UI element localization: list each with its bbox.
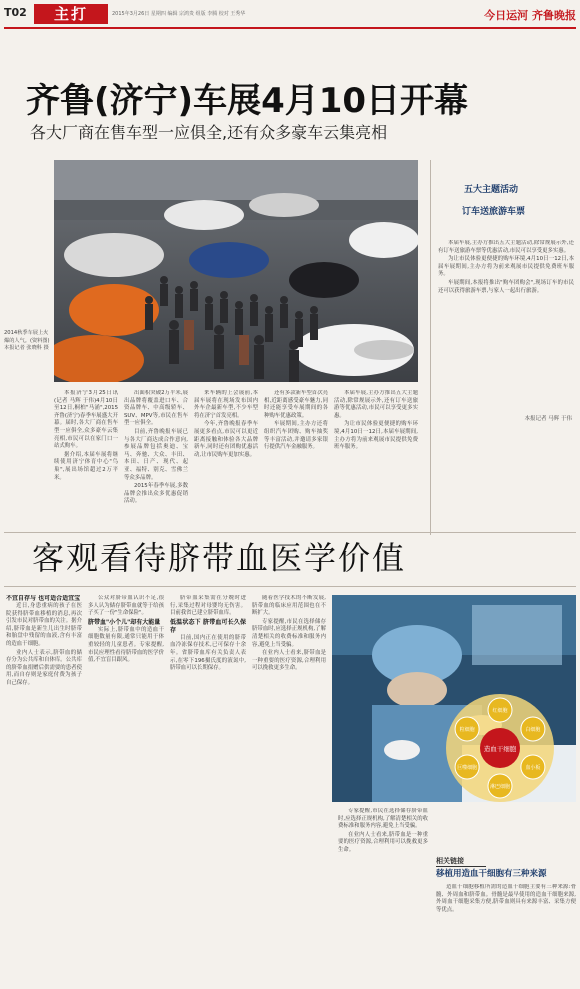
related-link-label: 相关链接 [436,856,486,867]
column-divider [430,160,431,535]
paragraph: 出面积突破2万平米,展出品牌将覆盖进口车、合资品牌车、中高级轿车、SUV、MPV等,市民在售车型一应俱全。 [124,390,188,427]
story2-column-5 [338,808,428,986]
section-divider [4,532,576,533]
story2-column-2 [88,595,164,985]
diagram-node-label: 血小板 [525,765,541,771]
paragraph: 实际上,脐带血中的造血干细胞数量有限,通常只能用于体重较轻的儿童患者。专家提醒,市民应理性看待脐带血的医学价值,不宜盲目跟风。 [88,626,164,664]
paragraph: 车展期间,本报将推出"购车团购会",现场订车的市民还可以获得旅游车票,与家人一起出行旅游。 [438,279,574,294]
section-title: 主打 [53,5,88,23]
paragraph: 公众对脐带血认识不足,很多人认为储存脐带血就等于给孩子买了一份"生命保险"。 [88,595,164,617]
paragraph: 在业内人士看来,脐带血是一种重要的医疗资源,合理利用可以挽救更多生命。 [338,831,428,853]
paragraph: 目前,齐鲁晚报车展已与各大厂商达成合作意向,参展品牌包括奥迪、宝马、奔驰、大众、丰田、本田、日产、现代、起亚、福特、别克、雪佛兰等众多品牌。 [124,428,188,481]
paragraph: 为让市民体验更便捷的购车环境,4月10日一12日,本届车展期间,主办方将为前来观展市民提供免费班车服务。 [334,421,418,451]
paragraph: 在业内人士看来,脐带血是一种重要的医疗资源,合理利用可以挽救更多生命。 [252,650,326,672]
story1-column-1 [54,390,118,530]
auto-show-photo [54,160,418,382]
sidebar-title: 订车送旅游车票 [462,207,526,217]
paragraph: 本报济宁3月25日讯(记者 马辉 于伟)4月10日至12日,桐柏"马涌",2015齐鲁(济宁)春季车展盛大开幕。届时,各大厂商在售车型一应俱全,众多豪车云集亮相,市民可以在家门口一站式购车。 [54,390,118,450]
diagram-center-label: 造血干细胞 [483,745,517,753]
story2-column-1 [6,595,82,985]
paragraph: 专家提醒,市民在选择储存脐带血时,应选择正规机构,了解清楚相关的收费标准和服务内容,避免上当受骗。 [338,808,428,830]
paragraph: 车展期间,主办方还将组织汽车团购、购车抽奖等丰富活动,并邀请多家银行提供汽车金融服务。 [264,421,328,451]
story2-column-3 [170,595,246,985]
paragraph: 目前,国内正在使用的脐带血冷冻保存技术,已可保存十余年。省脐带血库有关负责人表示,在零下196摄氏度的液氮中,脐带血可以长期保存。 [170,634,246,672]
related-link-title: 移植用造血干细胞有三种来源 [436,869,547,879]
story1-column-3 [194,390,258,530]
paragraph: 本届车展,主办方推出五大主题活动,除常规展示外,还有订车送旅游车票等优惠活动,市民可以享受更多实惠。 [438,240,574,254]
stem-cell-diagram [430,690,570,805]
page-number: T02 [4,6,27,19]
main-subheadline: 各大厂商在售车型一应俱全,还有众多豪车云集亮相 [30,123,388,142]
related-link-body [436,884,576,984]
paragraph: 专家提醒,市民在选择储存脐带血时,应选择正规机构,了解清楚相关的收费标准和服务内容,避免上当受骗。 [252,618,326,648]
photo-caption: 2014秋季车展上火爆的人气。(资料图)本报记者 张晓科 摄 [4,330,50,351]
diagram-node-label: 粒细胞 [459,727,475,733]
subhead: 不宜自存与 也可适合适宜宝 [6,595,81,602]
story1-column-5 [334,390,418,530]
paragraph: 来车辆的上会展前,本届车展将在现场发布国内外车企最新车型,不少车型将在济宁首发亮相。 [194,390,258,419]
story1-column-4 [264,390,328,530]
issue-meta: 2015年3月26日 星期四 编辑 宗鸿贵 组版 李腾 校对 王秀华 [112,11,246,17]
main-headline: 齐鲁(济宁)车展4月10日开幕 [26,81,469,121]
diagram-node-label: 白细胞 [525,727,541,733]
paragraph: 造血干细胞移植所需的造血干细胞主要有三种来源:骨髓、外周血和脐带血。骨髓是最早使用的造血干细胞来源,外周血干细胞采集方便,脐带血则具有来源丰富、采集方便等优点。 [436,884,576,913]
paragraph: 今年,齐鲁晚报春季车展更多看点,市民可以更近距离接触和体验各大品牌新车,同时还有团购优惠活动,让市民购车更加实惠。 [194,421,258,458]
paragraph: 2015年春季车展,多数品牌会推出众多优惠促销活动。 [124,483,188,505]
newspaper-logo: 今日运河 齐鲁晚报 [484,9,576,22]
byline: 本报记者 马辉 于伟 [524,416,572,422]
story2-column-4 [252,595,326,985]
paragraph: 本届车展,主办方推出五大主题活动,除常规展示外,还有订车送旅游等优惠活动,市民可以享受更多实惠。 [334,390,418,419]
diagram-node-label: 红细胞 [492,708,508,714]
second-headline: 客观看待脐带血医学价值 [32,539,407,577]
story1-column-2 [124,390,188,530]
subhead: 低温状态下 脐带血可长久保存 [170,618,246,634]
paragraph: 据介绍,本届车展将继续使用济宁体育中心"鸟巢",展出场馆超过2万平米。 [54,451,118,481]
sidebar-body [438,240,574,395]
headline-rule [4,586,576,587]
diagram-svg [430,690,570,805]
paragraph: 脐带血采集需在分娩时进行,采集过程对母婴均无伤害。目前我省已建立脐带血库。 [170,595,246,617]
paragraph: 随着医学技术的不断发展,脐带血的临床应用范围也在不断扩大。 [252,595,326,617]
paragraph: 为让市民体验更便捷的购车环境,4月10日一12日,本届车展期间,主办方将为前来观展市民提供免费班车服务。 [438,256,574,278]
paragraph: 近日,身患重病的孩子在医院获得脐带血移植的消息,再次引发市民对脐带血的关注。据介绍,脐带血是新生儿出生时脐带和胎盘中残留的血液,含有丰富的造血干细胞。 [6,603,82,647]
crowd-photo-illustration [54,160,418,382]
diagram-node-label: 淋巴细胞 [489,784,511,790]
masthead-rule [4,27,576,29]
diagram-node-label: 巨噬细胞 [457,765,478,771]
paragraph: 业内人士表示,脐带血的储存分为公共库和自体库。公共库的脐带血捐赠后供需要的患者使用,而自存则是家庭付费为孩子自己保存。 [6,649,82,686]
paragraph: 还有多款新车型首次亮相,近距离感受豪车魅力,同时还能享受车展期间的各种购车优惠政策。 [264,390,328,419]
subhead: 脐带血"小个儿"却有大能量 [88,618,161,626]
sidebar-kicker: 五大主题活动 [464,185,519,195]
